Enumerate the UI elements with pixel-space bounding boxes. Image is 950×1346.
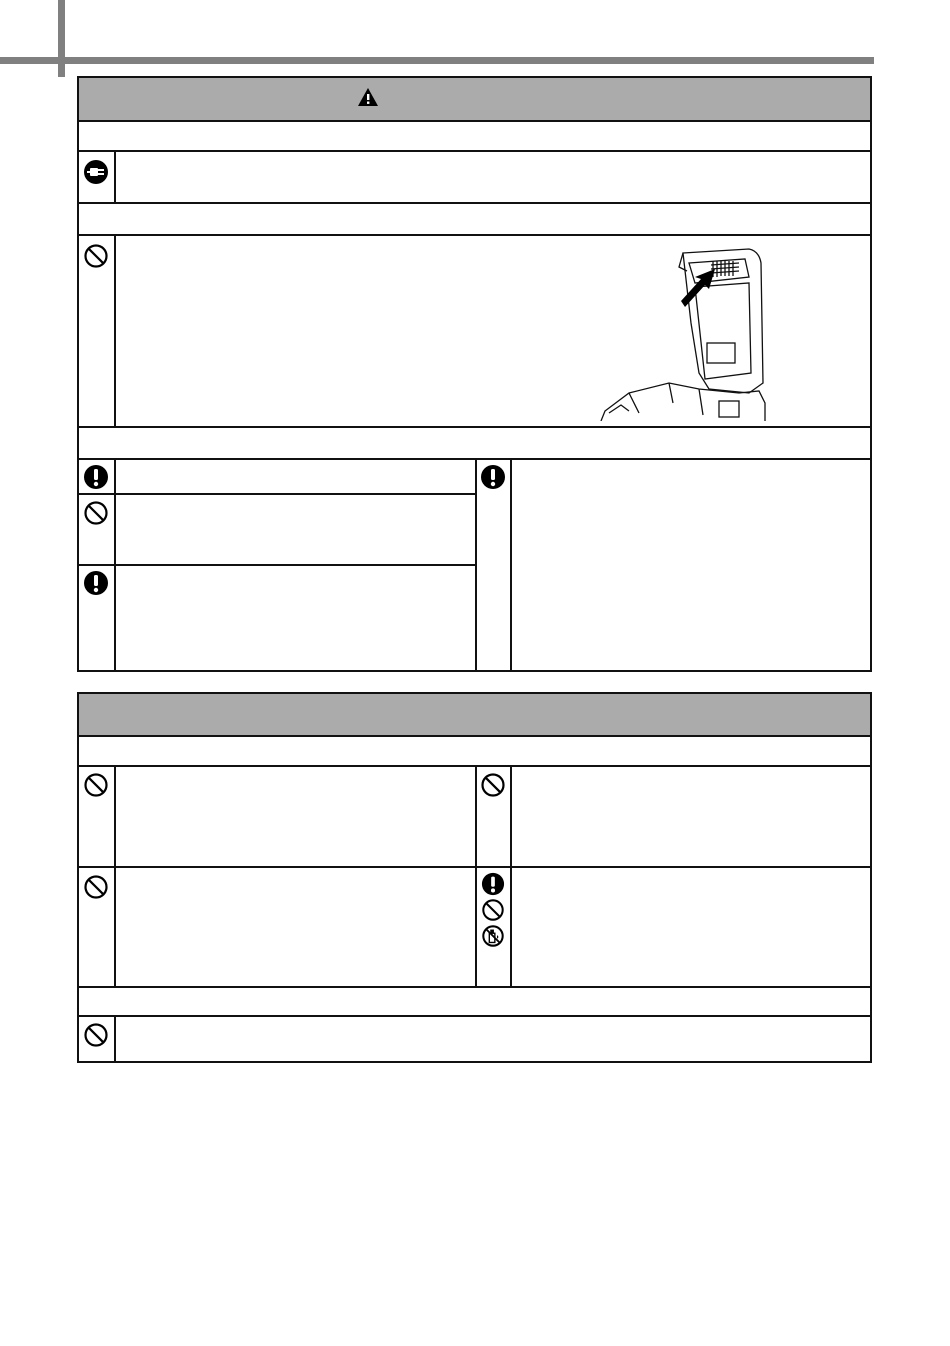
no-spray-icon (481, 924, 505, 948)
mandatory-icon (83, 464, 109, 490)
prohibited-icon (83, 1022, 109, 1048)
caution-subheading-divider-2 (79, 1015, 870, 1017)
warning-section (77, 76, 872, 672)
warning-triangle-icon (357, 87, 379, 107)
caution-icon-column-divider (114, 765, 116, 988)
mandatory-icon (481, 872, 505, 896)
subheading-divider-1 (79, 150, 870, 152)
prohibited-icon (83, 772, 109, 798)
mandatory-icon (480, 464, 506, 490)
icon-column-divider-2 (114, 234, 116, 428)
subheading-divider-2 (79, 234, 870, 236)
row-divider-2 (79, 426, 870, 428)
caution-icon-column-divider-2 (114, 1015, 116, 1061)
printer-open-cover-illustration (599, 243, 774, 421)
left-cell-divider-b (79, 564, 477, 566)
caution-right-icon-column-divider (510, 765, 512, 988)
caution-row-divider-1 (79, 866, 870, 868)
prohibited-icon (83, 874, 109, 900)
caution-section (77, 692, 872, 1063)
prohibited-icon (480, 772, 506, 798)
unplug-icon (83, 159, 109, 185)
caution-header (79, 694, 870, 737)
mandatory-icon (83, 570, 109, 596)
page-tab-vertical-rule (58, 0, 65, 77)
icon-column-divider-1 (114, 150, 116, 204)
warning-header (79, 78, 870, 122)
prohibited-icon (83, 500, 109, 526)
caution-middle-column-divider (475, 765, 477, 988)
prohibited-icon (481, 898, 505, 922)
caution-row-divider-2 (79, 986, 870, 988)
left-cell-divider-a (79, 493, 477, 495)
page-tab-horizontal-rule (0, 57, 874, 64)
row-divider-1 (79, 202, 870, 204)
right-icon-column-divider (510, 458, 512, 672)
prohibited-icon (83, 243, 109, 269)
